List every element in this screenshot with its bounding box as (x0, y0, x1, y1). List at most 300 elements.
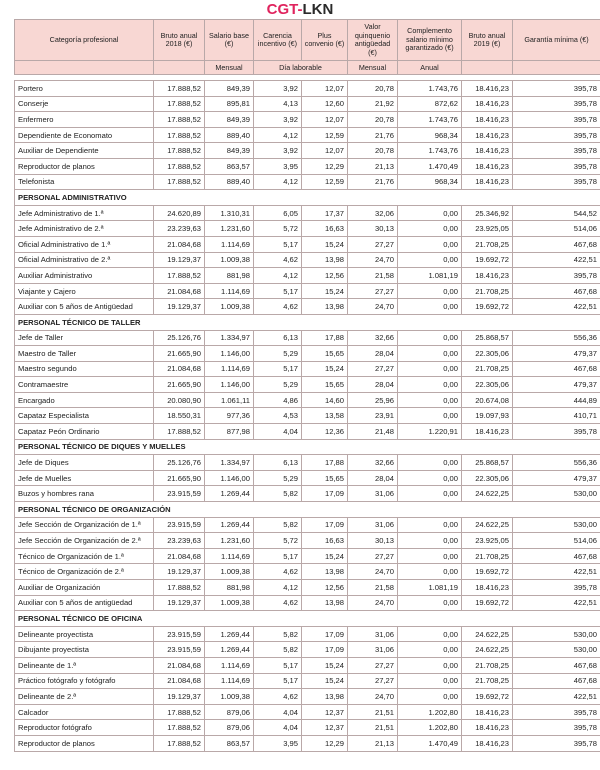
cell-carencia-incentivo: 5,17 (254, 673, 302, 689)
cell-bruto-2019: 19.097,93 (462, 408, 513, 424)
cell-carencia-incentivo: 6,13 (254, 330, 302, 346)
cell-salario-base: 1.269,44 (205, 642, 254, 658)
cell-categoria: Maestro segundo (15, 361, 154, 377)
cell-bruto-2019: 21.708,25 (462, 548, 513, 564)
cell-plus-convenio: 13,98 (302, 252, 348, 268)
cell-categoria: Viajante y Cajero (15, 283, 154, 299)
cell-categoria: Jefe Sección de Organización de 2.ª (15, 533, 154, 549)
header-quinquenio: Valor quinquenio antigüedad (€) (348, 20, 398, 61)
cell-plus-convenio: 12,37 (302, 720, 348, 736)
cell-quinquenio: 32,06 (348, 205, 398, 221)
cell-salario-base: 881,98 (205, 580, 254, 596)
cell-plus-convenio: 12,07 (302, 81, 348, 97)
cell-bruto-2018: 25.126,76 (154, 330, 205, 346)
cell-categoria: Telefonista (15, 174, 154, 190)
cell-categoria: Jefe de Muelles (15, 470, 154, 486)
section-title: PERSONAL TÉCNICO DE DIQUES Y MUELLES (15, 439, 600, 455)
cell-bruto-2019: 18.416,23 (462, 112, 513, 128)
title-suffix-part: LKN (303, 1, 334, 18)
cell-carencia-incentivo: 4,13 (254, 96, 302, 112)
cell-bruto-2019: 18.416,23 (462, 174, 513, 190)
table-row (15, 704, 600, 720)
table-row (15, 112, 600, 128)
cell-garantia-minima: 422,51 (513, 299, 600, 315)
cell-bruto-2018: 21.084,68 (154, 548, 205, 564)
cell-quinquenio: 31,06 (348, 517, 398, 533)
cell-quinquenio: 31,06 (348, 626, 398, 642)
cell-salario-base: 1.114,69 (205, 361, 254, 377)
cell-bruto-2018: 21.084,68 (154, 657, 205, 673)
cell-categoria: Práctico fotógrafo y fotógrafo (15, 673, 154, 689)
cell-garantia-minima: 467,68 (513, 283, 600, 299)
cell-salario-base: 1.061,11 (205, 392, 254, 408)
cell-categoria: Auxiliar con 5 años de Antigüedad (15, 299, 154, 315)
cell-categoria: Conserje (15, 96, 154, 112)
cell-plus-convenio: 16,63 (302, 533, 348, 549)
cell-bruto-2019: 21.708,25 (462, 657, 513, 673)
cell-plus-convenio: 12,07 (302, 112, 348, 128)
cell-quinquenio: 21,76 (348, 174, 398, 190)
cell-garantia-minima: 479,37 (513, 346, 600, 362)
cell-plus-convenio: 15,24 (302, 548, 348, 564)
cell-categoria: Reproductor de planos (15, 158, 154, 174)
cell-garantia-minima: 467,68 (513, 657, 600, 673)
section-header-row (15, 439, 600, 455)
cell-garantia-minima: 395,78 (513, 720, 600, 736)
cell-complemento: 0,00 (398, 408, 462, 424)
cell-quinquenio: 24,70 (348, 595, 398, 611)
cell-bruto-2018: 17.888,52 (154, 735, 205, 751)
cell-complemento: 1.743,76 (398, 112, 462, 128)
cell-garantia-minima: 530,00 (513, 642, 600, 658)
table-row (15, 283, 600, 299)
cell-bruto-2019: 19.692,72 (462, 252, 513, 268)
cell-carencia-incentivo: 5,29 (254, 346, 302, 362)
section-title: PERSONAL TÉCNICO DE OFICINA (15, 611, 600, 627)
cell-bruto-2019: 18.416,23 (462, 580, 513, 596)
table-row (15, 657, 600, 673)
cell-plus-convenio: 14,60 (302, 392, 348, 408)
cell-carencia-incentivo: 4,04 (254, 424, 302, 440)
cell-garantia-minima: 395,78 (513, 704, 600, 720)
table-row (15, 221, 600, 237)
cell-bruto-2019: 21.708,25 (462, 236, 513, 252)
title-brand-part: CGT- (267, 1, 303, 18)
cell-complemento: 0,00 (398, 221, 462, 237)
cell-categoria: Jefe de Taller (15, 330, 154, 346)
cell-garantia-minima: 422,51 (513, 689, 600, 705)
cell-salario-base: 1.334,97 (205, 330, 254, 346)
cell-plus-convenio: 15,65 (302, 470, 348, 486)
cell-quinquenio: 31,06 (348, 486, 398, 502)
cell-bruto-2019: 21.708,25 (462, 361, 513, 377)
section-title: PERSONAL ADMINISTRATIVO (15, 190, 600, 206)
cell-categoria: Auxiliar Administrativo (15, 268, 154, 284)
table-row (15, 143, 600, 159)
cell-garantia-minima: 544,52 (513, 205, 600, 221)
cell-quinquenio: 21,13 (348, 735, 398, 751)
cell-plus-convenio: 12,29 (302, 158, 348, 174)
cell-bruto-2018: 17.888,52 (154, 720, 205, 736)
header-categoria: Categoría profesional (15, 20, 154, 61)
cell-quinquenio: 28,04 (348, 470, 398, 486)
cell-salario-base: 1.114,69 (205, 236, 254, 252)
cell-salario-base: 1.009,38 (205, 252, 254, 268)
cell-complemento: 0,00 (398, 673, 462, 689)
cell-quinquenio: 24,70 (348, 689, 398, 705)
cell-categoria: Portero (15, 81, 154, 97)
table-row (15, 96, 600, 112)
cell-plus-convenio: 12,07 (302, 143, 348, 159)
cell-bruto-2019: 25.868,57 (462, 330, 513, 346)
cell-bruto-2018: 21.665,90 (154, 470, 205, 486)
table-row (15, 408, 600, 424)
cell-plus-convenio: 17,09 (302, 642, 348, 658)
cell-bruto-2018: 17.888,52 (154, 112, 205, 128)
cell-carencia-incentivo: 6,13 (254, 455, 302, 471)
cell-salario-base: 1.009,38 (205, 689, 254, 705)
cell-complemento: 0,00 (398, 564, 462, 580)
cell-categoria: Contramaestre (15, 377, 154, 393)
cell-salario-base: 1.114,69 (205, 548, 254, 564)
document-title (0, 1, 600, 19)
table-row (15, 392, 600, 408)
cell-salario-base: 849,39 (205, 112, 254, 128)
cell-carencia-incentivo: 4,12 (254, 268, 302, 284)
cell-complemento: 1.081,19 (398, 268, 462, 284)
cell-complemento: 0,00 (398, 299, 462, 315)
cell-bruto-2018: 17.888,52 (154, 143, 205, 159)
cell-bruto-2018: 17.888,52 (154, 81, 205, 97)
cell-salario-base: 1.009,38 (205, 564, 254, 580)
cell-bruto-2019: 18.416,23 (462, 720, 513, 736)
cell-garantia-minima: 556,36 (513, 455, 600, 471)
cell-quinquenio: 27,27 (348, 673, 398, 689)
table-row (15, 642, 600, 658)
cell-bruto-2018: 17.888,52 (154, 127, 205, 143)
section-header-row (15, 314, 600, 330)
cell-bruto-2018: 18.550,31 (154, 408, 205, 424)
table-row (15, 346, 600, 362)
section-header-row (15, 190, 600, 206)
cell-plus-convenio: 12,59 (302, 127, 348, 143)
table-row (15, 377, 600, 393)
cell-bruto-2018: 17.888,52 (154, 158, 205, 174)
cell-carencia-incentivo: 5,82 (254, 486, 302, 502)
table-row (15, 564, 600, 580)
subheader-mensual-2: Mensual (348, 61, 398, 75)
cell-garantia-minima: 467,68 (513, 548, 600, 564)
subheader-dia-laborable: Día laborable (254, 61, 348, 75)
header-plus-convenio: Plus convenio (€) (302, 20, 348, 61)
cell-categoria: Reproductor de planos (15, 735, 154, 751)
cell-plus-convenio: 12,60 (302, 96, 348, 112)
cell-quinquenio: 21,92 (348, 96, 398, 112)
table-row (15, 330, 600, 346)
cell-garantia-minima: 467,68 (513, 361, 600, 377)
cell-bruto-2018: 19.129,37 (154, 299, 205, 315)
cell-complemento: 0,00 (398, 283, 462, 299)
cell-quinquenio: 24,70 (348, 299, 398, 315)
cell-complemento: 0,00 (398, 595, 462, 611)
cell-plus-convenio: 17,09 (302, 626, 348, 642)
table-row (15, 486, 600, 502)
cell-bruto-2018: 24.620,89 (154, 205, 205, 221)
cell-bruto-2018: 23.915,59 (154, 626, 205, 642)
cell-categoria: Técnico de Organización de 2.ª (15, 564, 154, 580)
section-title: PERSONAL TÉCNICO DE ORGANIZACIÓN (15, 502, 600, 518)
cell-bruto-2018: 17.888,52 (154, 268, 205, 284)
cell-categoria: Delineante de 1.ª (15, 657, 154, 673)
cell-salario-base: 879,06 (205, 704, 254, 720)
cell-carencia-incentivo: 5,82 (254, 626, 302, 642)
cell-garantia-minima: 514,06 (513, 221, 600, 237)
cell-bruto-2019: 21.708,25 (462, 283, 513, 299)
table-row (15, 268, 600, 284)
cell-complemento: 0,00 (398, 548, 462, 564)
cell-salario-base: 877,98 (205, 424, 254, 440)
cell-plus-convenio: 12,56 (302, 580, 348, 596)
cell-salario-base: 977,36 (205, 408, 254, 424)
cell-categoria: Enfermero (15, 112, 154, 128)
cell-salario-base: 1.009,38 (205, 299, 254, 315)
header-bruto-2019: Bruto anual 2019 (€) (462, 20, 513, 61)
cell-salario-base: 863,57 (205, 735, 254, 751)
table-body (15, 81, 600, 752)
cell-categoria: Encargado (15, 392, 154, 408)
cell-bruto-2018: 19.129,37 (154, 595, 205, 611)
cell-garantia-minima: 467,68 (513, 236, 600, 252)
cell-garantia-minima: 395,78 (513, 424, 600, 440)
cell-bruto-2018: 17.888,52 (154, 704, 205, 720)
cell-complemento: 1.470,49 (398, 735, 462, 751)
cell-quinquenio: 24,70 (348, 564, 398, 580)
cell-bruto-2019: 22.305,06 (462, 470, 513, 486)
cell-plus-convenio: 13,98 (302, 299, 348, 315)
subheader-anual: Anual (398, 61, 462, 75)
cell-plus-convenio: 15,24 (302, 236, 348, 252)
cell-quinquenio: 21,48 (348, 424, 398, 440)
cell-garantia-minima: 395,78 (513, 174, 600, 190)
cell-categoria: Delineante de 2.ª (15, 689, 154, 705)
subheader-empty-3 (462, 61, 513, 75)
cell-carencia-incentivo: 4,62 (254, 299, 302, 315)
cell-bruto-2019: 18.416,23 (462, 704, 513, 720)
cell-bruto-2018: 21.084,68 (154, 673, 205, 689)
cell-quinquenio: 28,04 (348, 377, 398, 393)
cell-salario-base: 1.114,69 (205, 673, 254, 689)
section-header-row (15, 611, 600, 627)
cell-carencia-incentivo: 5,17 (254, 548, 302, 564)
cell-bruto-2019: 19.692,72 (462, 595, 513, 611)
cell-plus-convenio: 12,29 (302, 735, 348, 751)
cell-plus-convenio: 15,65 (302, 377, 348, 393)
cell-complemento: 1.470,49 (398, 158, 462, 174)
cell-bruto-2018: 21.665,90 (154, 377, 205, 393)
table-row (15, 517, 600, 533)
table-row (15, 720, 600, 736)
cell-categoria: Jefe Sección de Organización de 1.ª (15, 517, 154, 533)
cell-complemento: 0,00 (398, 377, 462, 393)
cell-bruto-2019: 18.416,23 (462, 143, 513, 159)
cell-garantia-minima: 530,00 (513, 486, 600, 502)
cell-bruto-2019: 18.416,23 (462, 81, 513, 97)
cell-complemento: 0,00 (398, 252, 462, 268)
cell-carencia-incentivo: 5,17 (254, 283, 302, 299)
cell-quinquenio: 23,91 (348, 408, 398, 424)
cell-carencia-incentivo: 4,04 (254, 720, 302, 736)
cell-bruto-2019: 22.305,06 (462, 346, 513, 362)
cell-carencia-incentivo: 4,62 (254, 252, 302, 268)
cell-carencia-incentivo: 4,04 (254, 704, 302, 720)
cell-carencia-incentivo: 5,17 (254, 236, 302, 252)
cell-bruto-2019: 18.416,23 (462, 96, 513, 112)
cell-bruto-2019: 19.692,72 (462, 564, 513, 580)
cell-plus-convenio: 15,65 (302, 346, 348, 362)
cell-carencia-incentivo: 3,92 (254, 112, 302, 128)
cell-carencia-incentivo: 3,92 (254, 81, 302, 97)
cell-salario-base: 889,40 (205, 174, 254, 190)
cell-quinquenio: 27,27 (348, 657, 398, 673)
cell-categoria: Capataz Especialista (15, 408, 154, 424)
cell-bruto-2019: 24.622,25 (462, 626, 513, 642)
table-row (15, 533, 600, 549)
cell-quinquenio: 30,13 (348, 221, 398, 237)
cell-plus-convenio: 12,36 (302, 424, 348, 440)
table-row (15, 470, 600, 486)
cell-carencia-incentivo: 4,62 (254, 564, 302, 580)
cell-carencia-incentivo: 3,95 (254, 735, 302, 751)
cell-quinquenio: 21,76 (348, 127, 398, 143)
cell-salario-base: 1.146,00 (205, 470, 254, 486)
cell-plus-convenio: 15,24 (302, 361, 348, 377)
cell-salario-base: 1.334,97 (205, 455, 254, 471)
cell-carencia-incentivo: 3,95 (254, 158, 302, 174)
cell-bruto-2019: 23.925,05 (462, 533, 513, 549)
cell-quinquenio: 31,06 (348, 642, 398, 658)
cell-bruto-2019: 23.925,05 (462, 221, 513, 237)
cell-carencia-incentivo: 3,92 (254, 143, 302, 159)
cell-plus-convenio: 17,09 (302, 486, 348, 502)
cell-bruto-2019: 24.622,25 (462, 486, 513, 502)
cell-salario-base: 1.269,44 (205, 517, 254, 533)
cell-complemento: 968,34 (398, 127, 462, 143)
cell-bruto-2019: 21.708,25 (462, 673, 513, 689)
header-carencia-incentivo: Carencia incentivo (€) (254, 20, 302, 61)
cell-garantia-minima: 395,78 (513, 81, 600, 97)
section-header-row (15, 502, 600, 518)
cell-salario-base: 1.231,60 (205, 221, 254, 237)
table-row (15, 455, 600, 471)
section-title: PERSONAL TÉCNICO DE TALLER (15, 314, 600, 330)
cell-salario-base: 1.146,00 (205, 346, 254, 362)
cell-salario-base: 1.009,38 (205, 595, 254, 611)
cell-garantia-minima: 467,68 (513, 673, 600, 689)
table-row (15, 127, 600, 143)
cell-salario-base: 1.114,69 (205, 657, 254, 673)
cell-carencia-incentivo: 5,29 (254, 470, 302, 486)
cell-garantia-minima: 395,78 (513, 112, 600, 128)
cell-carencia-incentivo: 5,72 (254, 533, 302, 549)
cell-garantia-minima: 444,89 (513, 392, 600, 408)
cell-complemento: 0,00 (398, 533, 462, 549)
cell-bruto-2019: 25.868,57 (462, 455, 513, 471)
cell-quinquenio: 24,70 (348, 252, 398, 268)
cell-complemento: 1.220,91 (398, 424, 462, 440)
header-complemento: Complemento salario mínimo garantizado (€) (398, 20, 462, 61)
cell-carencia-incentivo: 5,29 (254, 377, 302, 393)
cell-salario-base: 849,39 (205, 143, 254, 159)
cell-plus-convenio: 13,58 (302, 408, 348, 424)
cell-categoria: Delineante proyectista (15, 626, 154, 642)
cell-salario-base: 1.146,00 (205, 377, 254, 393)
cell-garantia-minima: 479,37 (513, 377, 600, 393)
cell-plus-convenio: 17,37 (302, 205, 348, 221)
cell-plus-convenio: 17,88 (302, 330, 348, 346)
cell-bruto-2018: 23.239,63 (154, 533, 205, 549)
table-row (15, 689, 600, 705)
cell-garantia-minima: 422,51 (513, 595, 600, 611)
cell-bruto-2018: 17.888,52 (154, 96, 205, 112)
cell-complemento: 0,00 (398, 205, 462, 221)
cell-quinquenio: 21,51 (348, 720, 398, 736)
cell-categoria: Dibujante proyectista (15, 642, 154, 658)
cell-garantia-minima: 530,00 (513, 517, 600, 533)
cell-salario-base: 881,98 (205, 268, 254, 284)
cell-plus-convenio: 13,98 (302, 564, 348, 580)
cell-bruto-2018: 23.915,59 (154, 517, 205, 533)
cell-bruto-2019: 18.416,23 (462, 158, 513, 174)
cell-bruto-2018: 17.888,52 (154, 174, 205, 190)
cell-salario-base: 895,81 (205, 96, 254, 112)
cell-bruto-2018: 19.129,37 (154, 564, 205, 580)
table-row (15, 424, 600, 440)
cell-quinquenio: 30,13 (348, 533, 398, 549)
cell-plus-convenio: 15,24 (302, 657, 348, 673)
cell-plus-convenio: 12,56 (302, 268, 348, 284)
header-row (15, 20, 600, 61)
subheader-empty-4 (513, 61, 600, 75)
cell-bruto-2019: 18.416,23 (462, 127, 513, 143)
cell-carencia-incentivo: 4,12 (254, 127, 302, 143)
cell-bruto-2019: 24.622,25 (462, 517, 513, 533)
table-row (15, 580, 600, 596)
cell-bruto-2018: 17.888,52 (154, 424, 205, 440)
cell-salario-base: 1.231,60 (205, 533, 254, 549)
cell-categoria: Jefe Administrativo de 2.ª (15, 221, 154, 237)
cell-carencia-incentivo: 4,86 (254, 392, 302, 408)
cell-bruto-2018: 21.084,68 (154, 236, 205, 252)
cell-bruto-2018: 23.915,59 (154, 486, 205, 502)
header-bruto-2018: Bruto anual 2018 (€) (154, 20, 205, 61)
cell-categoria: Maestro de Taller (15, 346, 154, 362)
cell-quinquenio: 20,78 (348, 143, 398, 159)
cell-complemento: 1.081,19 (398, 580, 462, 596)
header-salario-base: Salario base (€) (205, 20, 254, 61)
cell-quinquenio: 32,66 (348, 455, 398, 471)
cell-complemento: 0,00 (398, 236, 462, 252)
cell-salario-base: 849,39 (205, 81, 254, 97)
cell-plus-convenio: 12,59 (302, 174, 348, 190)
cell-bruto-2019: 22.305,06 (462, 377, 513, 393)
cell-carencia-incentivo: 5,72 (254, 221, 302, 237)
table-row (15, 81, 600, 97)
cell-bruto-2018: 21.665,90 (154, 346, 205, 362)
cell-complemento: 0,00 (398, 470, 462, 486)
cell-bruto-2018: 19.129,37 (154, 252, 205, 268)
table-row (15, 236, 600, 252)
cell-garantia-minima: 410,71 (513, 408, 600, 424)
